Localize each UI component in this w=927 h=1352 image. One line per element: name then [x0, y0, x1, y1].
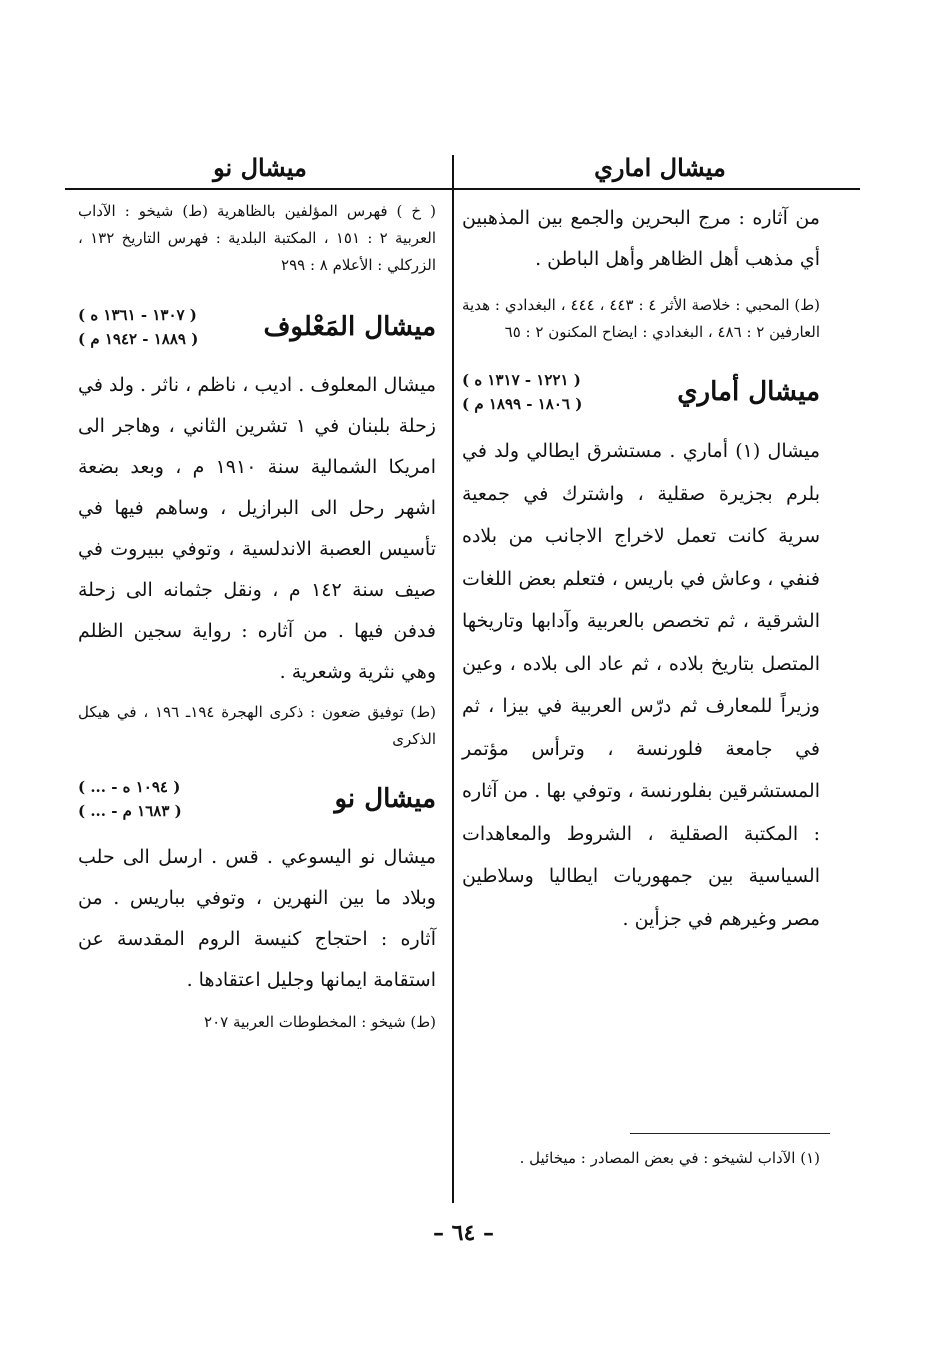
entry-dates [462, 368, 582, 416]
dates-gregorian: ( ١٨٨٩ - ١٩٤٢ م ) [78, 330, 199, 348]
entry-name: ميشال المَعْلوف [263, 312, 436, 342]
page-number: – ٦٤ – [433, 1220, 494, 1246]
header-rule [65, 188, 860, 190]
entry-heading-amari [462, 368, 820, 416]
column-header-right: ميشال اماري [594, 153, 726, 182]
dates-hijri: ( ١٢٢١ - ١٣١٧ ه ) [462, 371, 581, 389]
footnote: (١) الآداب لشيخو : في بعض المصادر : ميخائيل . [519, 1149, 820, 1167]
dates-gregorian: ( ... - ١٦٨٣ م ) [78, 802, 182, 820]
dates-hijri: ( ... - ١٠٩٤ ه ) [78, 778, 181, 796]
entry-body: ميشال المعلوف . اديب ، ناظم ، ناثر . ولد في زحلة بلبنان في ١ تشرين الثاني ، وهاجر الى امريكا الشمالية سنة ١٩١٠ م ، وبعد بضعة اشهر رحل الى البرازيل ، وساهم فيها في تأسيس العصبة الاندلسية ، وتوفي ببيروت في صيف سنة ١٤٢ م ، ونقل جثمانه الى زحلة فدفن فيها . من آثاره : رواية سجين الظلم وهي نثرية وشعرية . [78, 374, 436, 683]
entry-heading-nau [78, 775, 436, 823]
dates-hijri: ( ١٣٠٧ - ١٣٦١ ه ) [78, 306, 197, 324]
right-column [462, 198, 820, 940]
footnote-rule [630, 1133, 830, 1134]
left-column [78, 198, 436, 1036]
entry-heading-maalouf [78, 303, 436, 351]
entry-name: ميشال نو [334, 784, 436, 814]
entry-dates [78, 303, 198, 351]
intro-paragraph: من آثاره : مرج البحرين والجمع بين المذهبين أي مذهب أهل الظاهر وأهل الباطن . [462, 207, 820, 270]
entry-body: ميشال (١) أماري . مستشرق ايطالي ولد في بلرم بجزيرة صقلية ، واشترك في جمعية سرية كانت تعمل لاخراج الاجانب من بلاده فنفي ، وعاش في باريس ، فتعلم بعض اللغات الشرقية ، ثم تخصص بالعربية وآدابها وتاريخها المتصل بتاريخ بلاده ، ثم عاد الى بلاده ، وعين وزيراً للمعارف ثم درّس العربية في بيزا ، ثم في جامعة فلورنسة ، وترأس مؤتمر المستشرقين بفلورنسة ، وتوفي بها . من آثاره : المكتبة الصقلية ، الشروط والمعاهدات السياسية بين جمهوريات ايطاليا وسلاطين مصر وغيرهم في جزأين . [462, 440, 820, 930]
entry-body: ميشال نو اليسوعي . قس . ارسل الى حلب وبلاد ما بين النهرين ، وتوفي بباريس . من آثاره : احتجاج كنيسة الروم المقدسة عن استقامة ايمانها وجليل اعتقادها . [78, 846, 436, 991]
references: (ط) شيخو : المخطوطات العربية ٢٠٧ [204, 1013, 436, 1031]
references: (ط) توفيق ضعون : ذكرى الهجرة ١٩٤ـ ١٩٦ ، في هيكل الذكرى [78, 703, 436, 748]
dates-gregorian: ( ١٨٠٦ - ١٨٩٩ م ) [462, 395, 583, 413]
column-divider [452, 155, 454, 1203]
entry-name: ميشال أماري [677, 377, 820, 407]
references: ( خ ) فهرس المؤلفين بالظاهرية (ط) شيخو : الآداب العربية ٢ : ١٥١ ، المكتبة البلدية : فهرس التاريخ ١٣٢ ، الزركلي : الأعلام ٨ : ٢٩٩ [78, 202, 437, 274]
entry-dates [78, 775, 182, 823]
references: (ط) المحبي : خلاصة الأثر ٤ : ٤٤٣ ، ٤٤٤ ، البغدادي : هدية العارفين ٢ : ٤٨٦ ، البغدادي : ايضاح المكنون ٢ : ٦٥ [462, 296, 820, 341]
column-header-left: ميشال نو [213, 153, 307, 182]
